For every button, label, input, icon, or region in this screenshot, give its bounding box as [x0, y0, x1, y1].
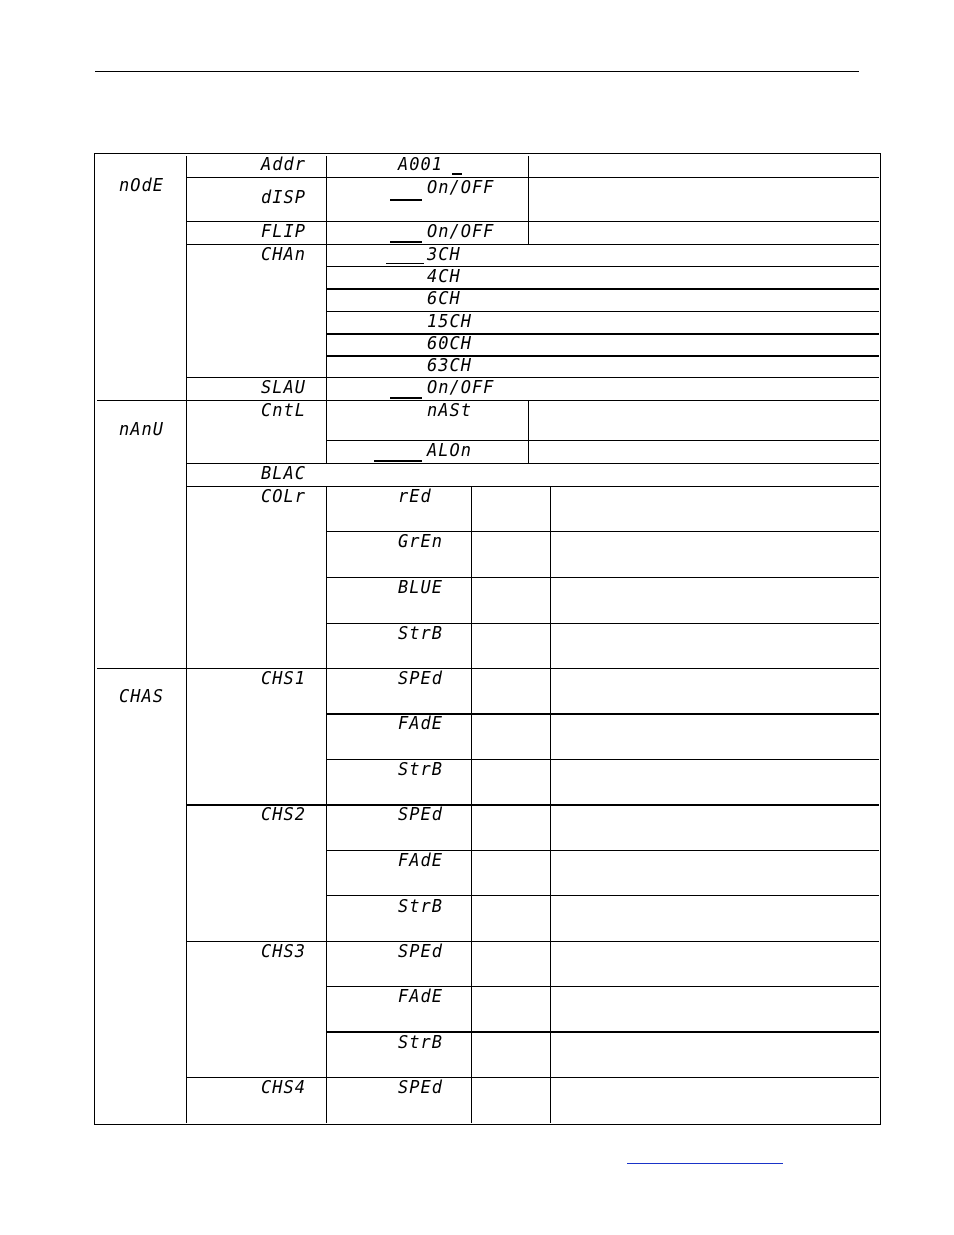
menu-chs1: CHS1	[261, 668, 306, 690]
value-mast: nASt	[427, 400, 472, 422]
col-divider	[326, 156, 327, 464]
col-divider	[186, 156, 187, 1123]
value-str-2: StrB	[398, 896, 443, 918]
menu-chs3: CHS3	[261, 941, 306, 963]
value-red: rEd	[398, 486, 432, 508]
value-str-colr: StrB	[398, 623, 443, 645]
cursor-mark	[452, 173, 462, 175]
cursor-mark	[390, 241, 422, 243]
group-label-node: nOdE	[119, 175, 164, 197]
value-sped-2: SPEd	[398, 804, 443, 826]
menu-flip: FLIP	[261, 221, 306, 243]
menu-table	[94, 153, 881, 1125]
value-flip: On/OFF	[427, 221, 495, 243]
menu-chan: CHAn	[261, 244, 306, 266]
value-3ch: 3CH	[427, 244, 461, 266]
menu-blac: BLAC	[261, 463, 306, 485]
row-divider	[326, 440, 879, 441]
menu-disp: dISP	[261, 187, 306, 209]
row-divider	[326, 333, 879, 335]
value-slav: On/OFF	[427, 377, 495, 399]
value-15ch: 15CH	[427, 311, 472, 333]
value-fade-1: FAdE	[398, 713, 443, 735]
menu-chs4: CHS4	[261, 1077, 306, 1099]
menu-colr: COLr	[261, 486, 306, 508]
value-disp: On/OFF	[427, 177, 495, 199]
row-divider	[326, 355, 879, 357]
row-divider	[326, 311, 879, 312]
value-str-3: StrB	[398, 1032, 443, 1054]
value-str-1: StrB	[398, 759, 443, 781]
cursor-mark	[374, 460, 422, 462]
value-blue: BLUE	[398, 577, 443, 599]
header-rule	[95, 71, 859, 72]
value-60ch: 60CH	[427, 333, 472, 355]
menu-slav: SLAU	[261, 377, 306, 399]
value-sped-4: SPEd	[398, 1077, 443, 1099]
menu-cntl: CntL	[261, 400, 306, 422]
cursor-mark	[390, 397, 422, 399]
menu-chs2: CHS2	[261, 804, 306, 826]
section-divider	[97, 400, 879, 401]
value-alon: ALOn	[427, 440, 472, 462]
menu-addr: Addr	[261, 154, 306, 176]
group-label-manu: nAnU	[119, 419, 164, 441]
value-fade-2: FAdE	[398, 850, 443, 872]
cursor-mark	[390, 199, 422, 201]
value-4ch: 4CH	[427, 266, 461, 288]
value-gren: GrEn	[398, 531, 443, 553]
footer-link-underline[interactable]	[627, 1163, 783, 1164]
cursor-mark	[386, 263, 424, 264]
value-6ch: 6CH	[427, 288, 461, 310]
value-sped-1: SPEd	[398, 668, 443, 690]
value-63ch: 63CH	[427, 355, 472, 377]
col-divider	[528, 156, 529, 244]
col-divider	[528, 400, 529, 463]
row-divider	[326, 266, 879, 267]
value-addr: A001	[398, 154, 443, 176]
group-label-chas: CHAS	[119, 686, 164, 708]
value-fade-3: FAdE	[398, 986, 443, 1008]
section-divider	[97, 668, 879, 669]
row-divider	[186, 177, 879, 178]
row-divider	[326, 288, 879, 290]
value-sped-3: SPEd	[398, 941, 443, 963]
